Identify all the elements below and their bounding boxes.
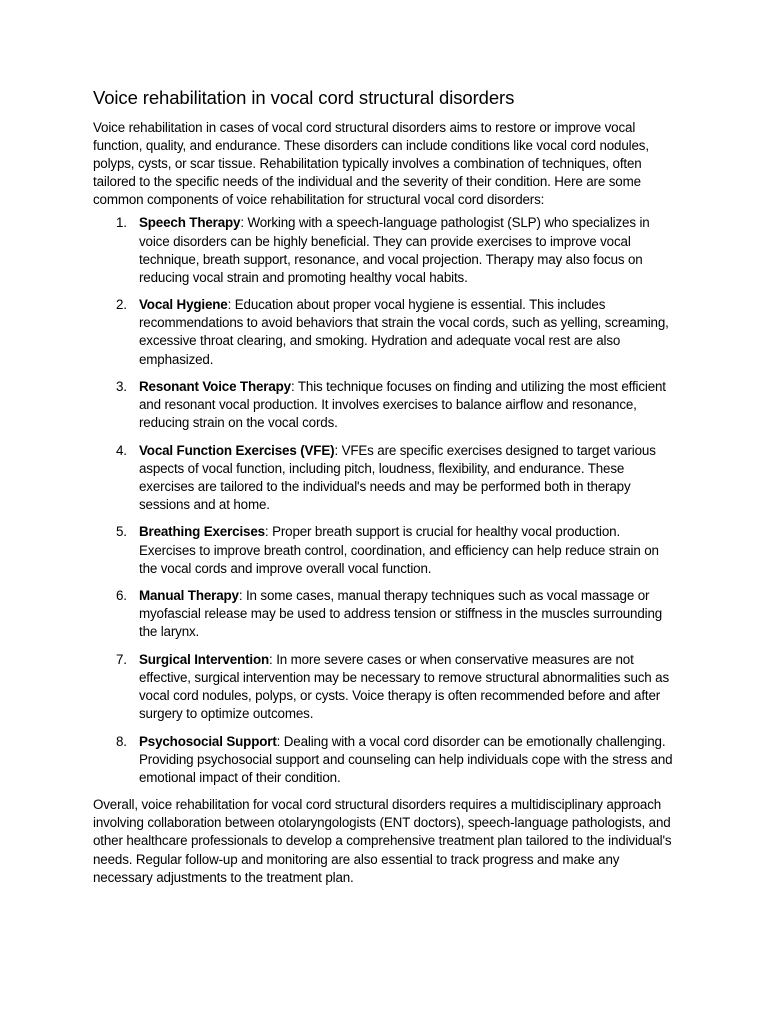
document-title: Voice rehabilitation in vocal cord structural disorders: [93, 87, 515, 108]
list-item-number: 3.: [116, 379, 127, 394]
list-item-term: Psychosocial Support: [139, 733, 277, 749]
list-item: [93, 442, 678, 514]
list-item-number: 4.: [116, 442, 127, 458]
list-item: [93, 214, 678, 286]
list-item-number: 8.: [116, 733, 127, 749]
list-item-term: Speech Therapy: [139, 215, 241, 231]
list-item-text: : In some cases, manual therapy techniques such as vocal massage or myofascial release may be used to address tension or stiffness in the muscles surrounding the larynx.: [139, 588, 663, 640]
list-item-text: : Proper breath support is crucial for healthy vocal production. Exercises to improve breath control, coordination, and efficiency can help reduce strain on the vocal cords and improve overall vocal function.: [139, 524, 659, 576]
closing-paragraph: Overall, voice rehabilitation for vocal cord structural disorders requires a multidisciplinary approach involving collaboration between otolaryngologists (ENT doctors), speech-language pathologists, and other healthcare professionals to develop a comprehensive treatment plan tailored to the individual's needs. Regular follow-up and monitoring are also essential to track progress and make any necessary adjustments to the treatment plan.: [93, 797, 672, 885]
list-item: [93, 378, 678, 432]
list-item: [93, 651, 678, 723]
list-item-number: 7.: [116, 651, 127, 667]
list-item: [93, 296, 678, 368]
list-item-term: Surgical Intervention: [139, 651, 270, 667]
list-item-term: Manual Therapy: [139, 588, 239, 604]
list-item: [93, 587, 678, 641]
list-item-text: : This technique focuses on finding and utilizing the most efficient and resonant vocal production. It involves exercises to balance airflow and resonance, reducing strain on the vocal cords.: [139, 379, 666, 431]
list-item-term: Breathing Exercises: [139, 524, 265, 540]
list-item-text: : Working with a speech-language pathologist (SLP) who specializes in voice disorders can be highly beneficial. They can provide exercises to improve vocal technique, breath support, resonance, and vocal projection. Therapy may also focus on reducing vocal strain and promoting healthy vocal habits.: [139, 215, 650, 285]
list-item-text: : Education about proper vocal hygiene is essential. This includes recommendations to avoid behaviors that strain the vocal cords, such as yelling, screaming, excessive throat clearing, and smoking. Hydration and adequate vocal rest are also emphasized.: [139, 297, 669, 367]
list-item: [93, 733, 678, 787]
list-item-text: : In more severe cases or when conservative measures are not effective, surgical intervention may be necessary to remove structural abnormalities such as vocal cord nodules, polyps, or cysts. Voice therapy is often recommended before and after surgery to optimize outcomes.: [139, 651, 670, 722]
list-item-number: 1.: [116, 215, 127, 231]
components-list: [93, 214, 678, 786]
document-page: [93, 86, 678, 887]
list-item-text: : VFEs are specific exercises designed to target various aspects of vocal function, including pitch, loudness, flexibility, and endurance. These exercises are tailored to the individual's needs and may be performed both in therapy sessions and at home.: [139, 442, 656, 512]
list-item-term: Vocal Hygiene: [139, 297, 228, 313]
list-item-term: Vocal Function Exercises (VFE): [139, 442, 335, 458]
intro-paragraph: Voice rehabilitation in cases of vocal cord structural disorders aims to restore or improve vocal function, quality, and endurance. These disorders can include conditions like vocal cord nodules, polyps, cysts, or scar tissue. Rehabilitation typically involves a combination of techniques, often tailored to the specific needs of the individual and the severity of their condition. Here are some common components of voice rehabilitation for structural vocal cord disorders:: [93, 120, 649, 208]
list-item-text: : Dealing with a vocal cord disorder can be emotionally challenging. Providing psychosocial support and counseling can help individuals cope with the stress and emotional impact of their condition.: [139, 733, 673, 785]
list-item-number: 5.: [116, 524, 127, 540]
list-item-number: 6.: [116, 588, 127, 604]
list-item-term: Resonant Voice Therapy: [139, 379, 291, 394]
list-item-number: 2.: [116, 297, 127, 313]
list-item: [93, 523, 678, 577]
